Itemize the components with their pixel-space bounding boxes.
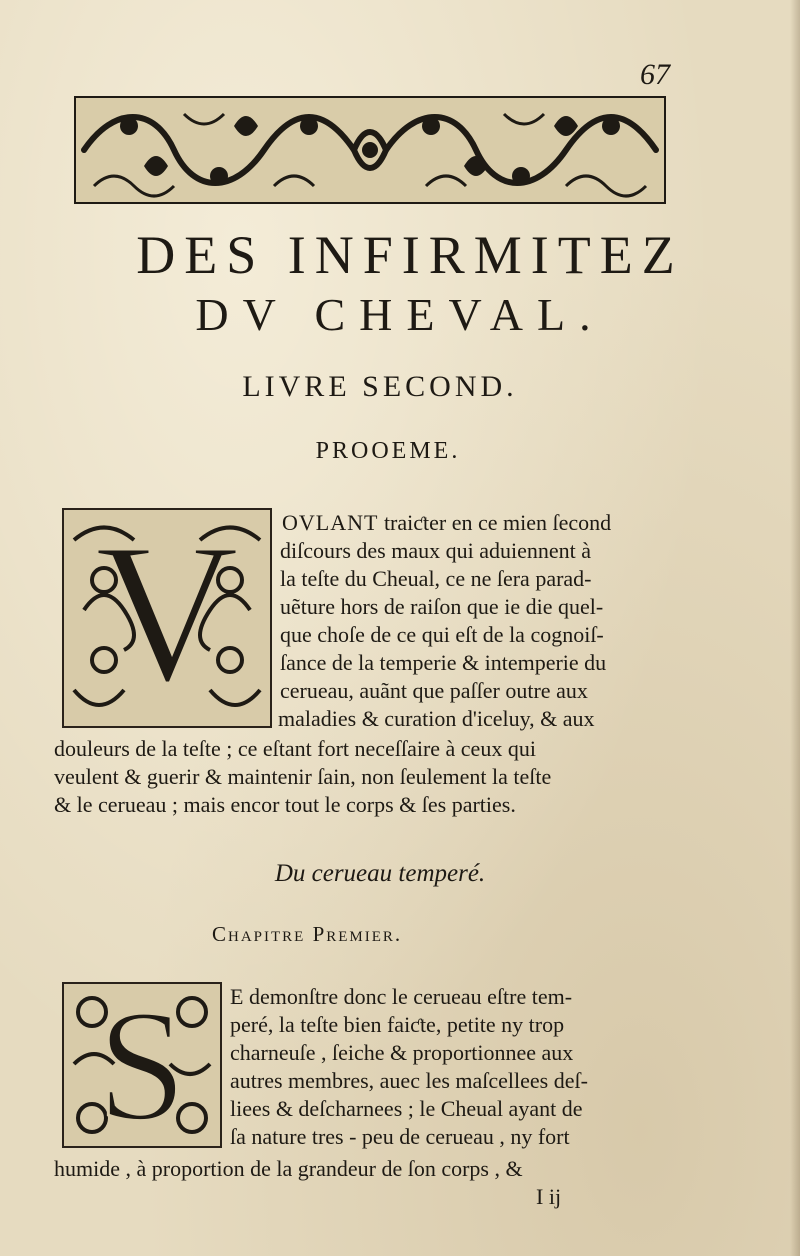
main-title-line2: DV CHEVAL. bbox=[195, 289, 605, 340]
text-line: maladies & curation d'iceluy, & aux bbox=[278, 706, 595, 731]
drop-cap-s-letter: S bbox=[97, 984, 187, 1146]
drop-cap-v-ornament bbox=[64, 510, 270, 726]
text-line: OVLANT traiƈter en ce mien ſecond bbox=[282, 510, 612, 535]
text-line: liees & deſcharnees ; le Cheual ayant de bbox=[230, 1096, 583, 1121]
text-line: la teſte du Cheual, ce ne ſera parad- bbox=[280, 566, 592, 591]
text-line: que choſe de ce qui eſt de la cognoiſ- bbox=[280, 622, 604, 647]
section-title: PROOEME. bbox=[315, 438, 461, 464]
text-line: peré, la teſte bien faiƈte, petite ny trop bbox=[230, 1012, 565, 1037]
drop-cap-v bbox=[62, 508, 272, 728]
book-title: LIVRE SECOND. bbox=[242, 370, 518, 403]
text-line: & le cerueau ; mais encor tout le corps & ſes parties. bbox=[54, 792, 516, 817]
text-line: humide , à proportion de la grandeur de ſon corps , & bbox=[54, 1156, 523, 1181]
drop-cap-s-ornament bbox=[64, 984, 220, 1146]
text-line: diſcours des maux qui aduiennent à bbox=[280, 538, 591, 563]
text-line: douleurs de la teſte ; ce eſtant fort neceſſaire à ceux qui bbox=[54, 736, 536, 761]
signature-mark: I ij bbox=[536, 1184, 562, 1209]
chapter-heading: Chapitre Premier. bbox=[212, 922, 403, 946]
text-line: E demonſtre donc le cerueau eſtre tem- bbox=[230, 984, 573, 1009]
page-edge-shadow bbox=[790, 0, 800, 1256]
text-line: ſance de la temperie & intemperie du bbox=[280, 650, 607, 675]
text-line: charneuſe , ſeiche & proportionnee aux bbox=[230, 1040, 574, 1065]
text-line: autres membres, auec les maſcellees deſ- bbox=[230, 1068, 588, 1093]
text-line: uẽture hors de raiſon que ie die quel- bbox=[280, 594, 604, 619]
drop-cap-s bbox=[62, 982, 222, 1148]
text-line: ſa nature tres - peu de cerueau , ny fort bbox=[230, 1124, 570, 1149]
text-line: veulent & guerir & maintenir ſain, non ſeulement la teſte bbox=[54, 764, 552, 789]
subheading: Du cerueau temperé. bbox=[274, 860, 486, 887]
text-line: cerueau, auãnt que paſſer outre aux bbox=[280, 678, 588, 703]
main-title-line1: DES INFIRMITEZ bbox=[136, 225, 684, 285]
ornamental-headpiece bbox=[74, 96, 666, 204]
drop-cap-v-letter: V bbox=[94, 510, 240, 724]
page-number: 67 bbox=[640, 58, 670, 91]
